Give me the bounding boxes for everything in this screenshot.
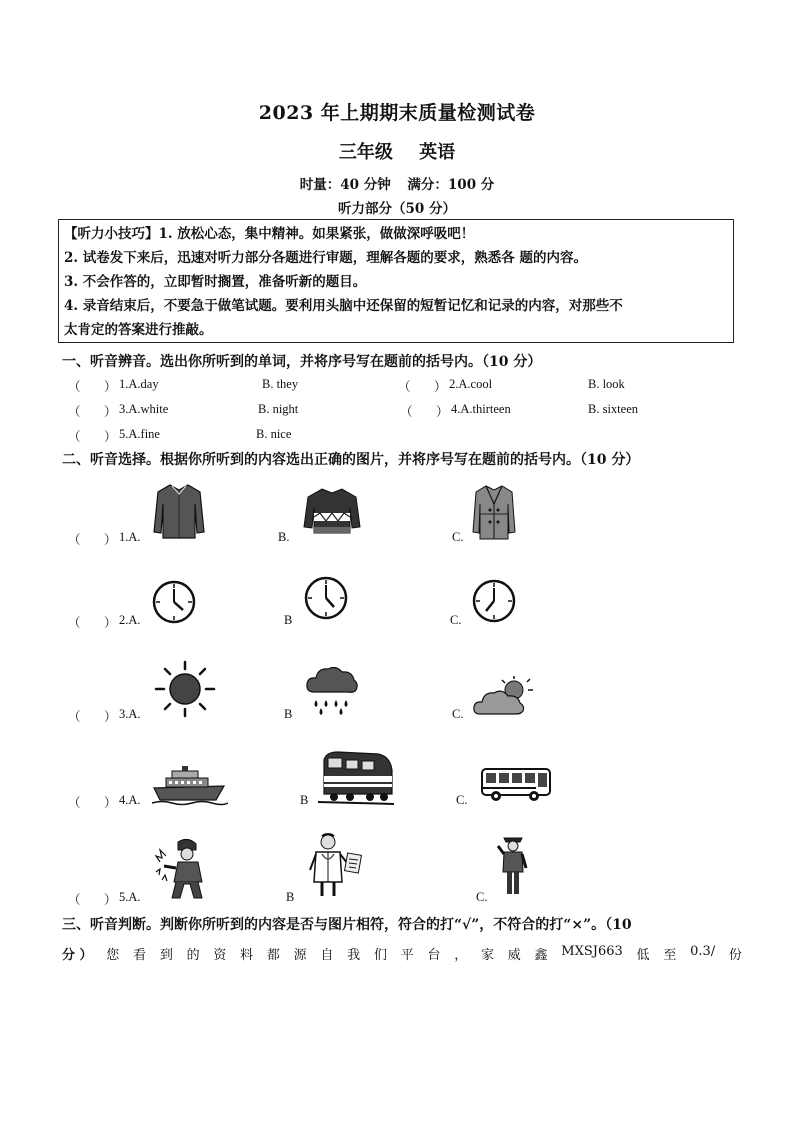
listening-tips-box <box>58 219 734 343</box>
watermark-char: 至 <box>663 948 677 963</box>
watermark-char: 您 <box>106 948 120 963</box>
answer-paren-open[interactable]: （ <box>68 405 81 419</box>
sweater-icon[interactable] <box>302 487 362 535</box>
watermark-char: 平 <box>400 948 414 963</box>
watermark-char: 资 <box>213 948 227 963</box>
coat-icon[interactable] <box>472 484 516 540</box>
option-c: C. <box>452 707 464 721</box>
watermark-code: MXSJ663 <box>561 944 623 959</box>
option-b: B <box>300 793 309 807</box>
train-icon[interactable] <box>318 750 394 806</box>
option-a: 2.A. <box>119 613 141 627</box>
option-a: 1.A. <box>119 530 141 544</box>
option-a: 3.A. <box>119 707 141 721</box>
firefighter-icon[interactable] <box>152 836 214 900</box>
answer-paren-open[interactable]: （ <box>68 430 81 444</box>
clock-icon[interactable] <box>472 579 516 623</box>
watermark-char: 到 <box>159 948 173 963</box>
option-a: 4.A. <box>119 793 141 807</box>
answer-paren-close: ） <box>104 405 117 419</box>
grade-label: 三年级 <box>338 142 393 163</box>
watermark-char: 威 <box>507 948 521 963</box>
watermark-char: 台 <box>427 948 441 963</box>
exam-subtitle <box>0 138 794 164</box>
option-a: 3.A.white <box>119 402 169 416</box>
ship-icon[interactable] <box>152 766 228 806</box>
answer-paren-close: ） <box>104 796 117 810</box>
option-a: 5.A.fine <box>119 427 160 441</box>
option-b: B <box>286 890 295 904</box>
option-c: C. <box>476 890 488 904</box>
tip-line: 4. 录音结束后，不要急于做笔试题。要利用头脑中还保留的短暂记忆和记录的内容，对那些不 <box>64 298 623 314</box>
watermark-char: 都 <box>266 948 280 963</box>
time-limit: 时量：40 分钟 <box>299 177 391 193</box>
watermark-char: 鑫 <box>534 948 548 963</box>
answer-paren-open[interactable]: （ <box>398 380 411 394</box>
watermark-char: 们 <box>373 948 387 963</box>
answer-paren-close: ） <box>104 893 117 907</box>
tip-line: 太肯定的答案进行推敲。 <box>64 322 213 338</box>
answer-paren-close: ） <box>436 405 449 419</box>
section3-heading-end: 分 ） <box>62 948 93 963</box>
section2-heading: 二、听音选择。根据你所听到的内容选出正确的图片，并将序号写在题前的括号内。（10 分） <box>62 452 640 468</box>
answer-paren-open[interactable]: （ <box>68 380 81 394</box>
option-b: B. nice <box>256 427 292 441</box>
option-b: B. they <box>262 377 299 391</box>
jacket-icon[interactable] <box>152 482 206 540</box>
option-a: 2.A.cool <box>449 377 493 391</box>
watermark-char: 我 <box>347 948 361 963</box>
watermark-char: 看 <box>133 948 147 963</box>
answer-paren-close: ） <box>104 616 117 630</box>
subject-label: 英语 <box>419 142 456 163</box>
exam-title: 2023 年上期期末质量检测试卷 <box>258 102 536 124</box>
option-c: C. <box>450 613 462 627</box>
answer-paren-open[interactable]: （ <box>400 405 413 419</box>
section1-heading: 一、听音辨音。选出你所听到的单词，并将序号写在题前的括号内。（10 分） <box>62 354 542 370</box>
option-a: 5.A. <box>119 890 141 904</box>
full-score: 满分：100 分 <box>407 177 495 193</box>
watermark-char: 料 <box>240 948 254 963</box>
option-a: 1.A.day <box>119 377 159 391</box>
watermark-char: 源 <box>293 948 307 963</box>
answer-paren-close: ） <box>104 533 117 547</box>
doctor-icon[interactable] <box>306 832 366 900</box>
option-b: B. night <box>258 402 299 416</box>
bus-icon[interactable] <box>480 766 552 802</box>
option-b: B <box>284 707 293 721</box>
option-b: B. sixteen <box>588 402 638 416</box>
clock-icon[interactable] <box>304 576 348 620</box>
answer-paren-open[interactable]: （ <box>68 616 81 630</box>
answer-paren-close: ） <box>104 710 117 724</box>
answer-paren-open[interactable]: （ <box>68 710 81 724</box>
option-c: C. <box>456 793 468 807</box>
tip-line: 【听力小技巧】1. 放松心态，集中精神。如果紧张，做做深呼吸吧！ <box>64 226 475 242</box>
cloudy-icon[interactable] <box>472 676 534 718</box>
option-c: C. <box>452 530 464 544</box>
listening-part-heading: 听力部分（50 分） <box>338 201 456 217</box>
watermark-char: 低 <box>636 948 650 963</box>
option-a: 4.A.thirteen <box>451 402 511 416</box>
section3-heading-continued <box>62 944 742 963</box>
option-b: B. <box>278 530 290 544</box>
sun-icon[interactable] <box>152 660 218 718</box>
answer-paren-close: ） <box>104 380 117 394</box>
watermark-char: 份 <box>728 948 742 963</box>
answer-paren-open[interactable]: （ <box>68 796 81 810</box>
watermark-char: 的 <box>186 948 200 963</box>
answer-paren-open[interactable]: （ <box>68 893 81 907</box>
rain-icon[interactable] <box>304 662 360 718</box>
option-b: B. look <box>588 377 625 391</box>
answer-paren-close: ） <box>434 380 447 394</box>
answer-paren-close: ） <box>104 430 117 444</box>
watermark-price: 0.3/ <box>690 944 716 959</box>
section3-heading: 三、听音判断。判断你所听到的内容是否与图片相符，符合的打“√”，不符合的打“×”。（10 <box>62 917 632 933</box>
exam-meta <box>0 173 794 193</box>
tip-line: 3. 不会作答的，立即暂时搁置，准备听新的题目。 <box>64 274 367 290</box>
watermark-char: 自 <box>320 948 334 963</box>
option-b: B <box>284 613 293 627</box>
tip-line: 2. 试卷发下来后，迅速对听力部分各题进行审题，理解各题的要求，熟悉各 题的内容。 <box>64 250 587 266</box>
watermark-char: ， <box>454 948 468 963</box>
answer-paren-open[interactable]: （ <box>68 533 81 547</box>
watermark-char: 家 <box>481 948 495 963</box>
clock-icon[interactable] <box>152 580 196 624</box>
police-icon[interactable] <box>496 832 530 896</box>
